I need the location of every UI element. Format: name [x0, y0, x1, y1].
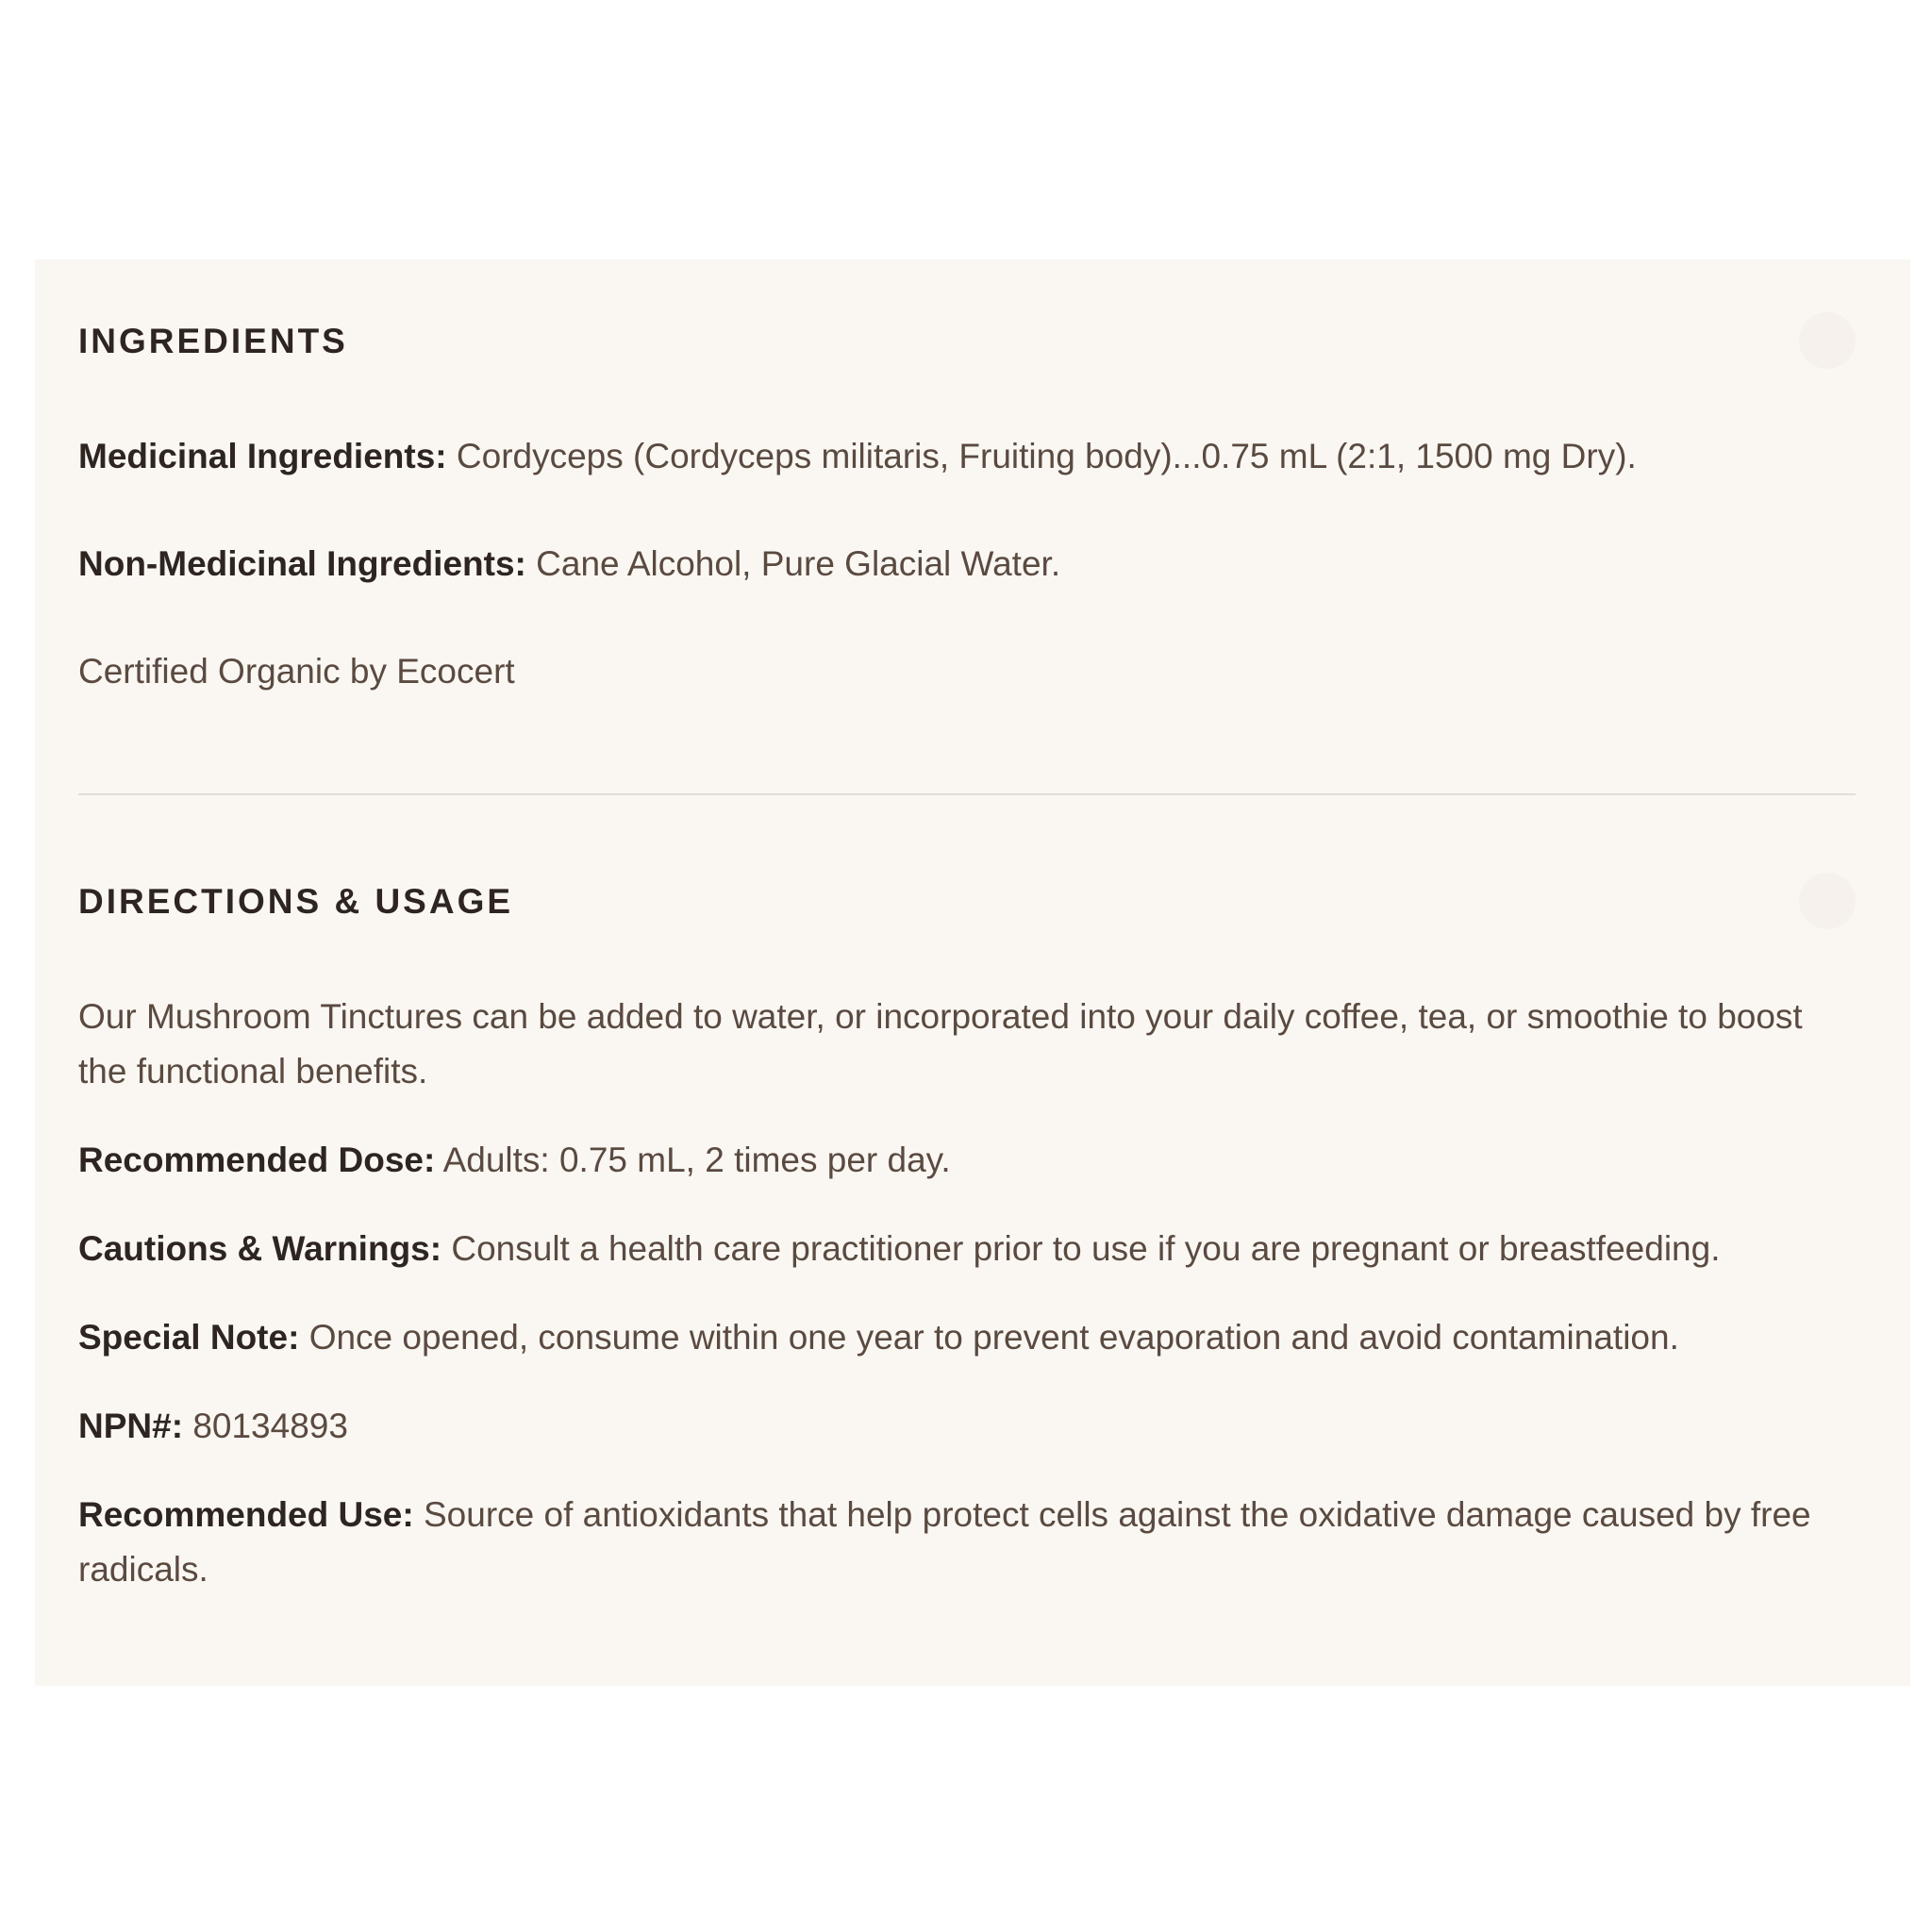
cautions-warnings-value: Consult a health care practitioner prior to use if you are pregnant or breastfeeding.	[451, 1229, 1721, 1268]
recommended-use	[78, 1488, 1856, 1597]
non-medicinal-ingredients-label: Non-Medicinal Ingredients:	[78, 544, 526, 583]
recommended-use-label: Recommended Use:	[78, 1495, 414, 1534]
medicinal-ingredients	[78, 429, 1856, 484]
directions-content	[78, 990, 1856, 1597]
section-divider	[78, 793, 1856, 795]
certification-text: Certified Organic by Ecocert	[78, 652, 515, 691]
medicinal-ingredients-value: Cordyceps (Cordyceps militaris, Fruiting body)...0.75 mL (2:1, 1500 mg Dry).	[456, 437, 1637, 475]
npn-value: 80134893	[192, 1407, 348, 1445]
special-note	[78, 1310, 1856, 1365]
non-medicinal-ingredients	[78, 537, 1856, 591]
directions-header[interactable]	[78, 820, 1856, 990]
non-medicinal-ingredients-value: Cane Alcohol, Pure Glacial Water.	[536, 544, 1061, 583]
special-note-value: Once opened, consume within one year to prevent evaporation and avoid contamination.	[308, 1318, 1679, 1357]
special-note-label: Special Note:	[78, 1318, 300, 1357]
recommended-dose	[78, 1133, 1856, 1188]
recommended-dose-value: Adults: 0.75 mL, 2 times per day.	[442, 1141, 951, 1179]
recommended-dose-label: Recommended Dose:	[78, 1141, 436, 1179]
ingredients-content	[78, 429, 1856, 699]
cautions-warnings	[78, 1222, 1856, 1276]
recommended-use-value: Source of antioxidants that help protect cells against the oxidative damage caused by free radicals.	[78, 1495, 1811, 1589]
product-details-panel	[35, 259, 1910, 1686]
ingredients-header[interactable]	[78, 259, 1856, 429]
medicinal-ingredients-label: Medicinal Ingredients:	[78, 437, 447, 475]
ingredients-toggle-icon[interactable]	[1799, 312, 1856, 369]
ingredients-title: INGREDIENTS	[78, 322, 348, 360]
npn-number	[78, 1399, 1856, 1454]
directions-toggle-icon[interactable]	[1799, 873, 1856, 929]
directions-title: DIRECTIONS & USAGE	[78, 882, 514, 921]
directions-intro: Our Mushroom Tinctures can be added to water, or incorporated into your daily coffee, tea, or smoothie to boost the functional benefits.	[78, 997, 1803, 1091]
npn-label: NPN#:	[78, 1407, 184, 1445]
cautions-warnings-label: Cautions & Warnings:	[78, 1229, 442, 1268]
directions-section	[78, 820, 1856, 1631]
ingredients-section	[78, 259, 1856, 752]
